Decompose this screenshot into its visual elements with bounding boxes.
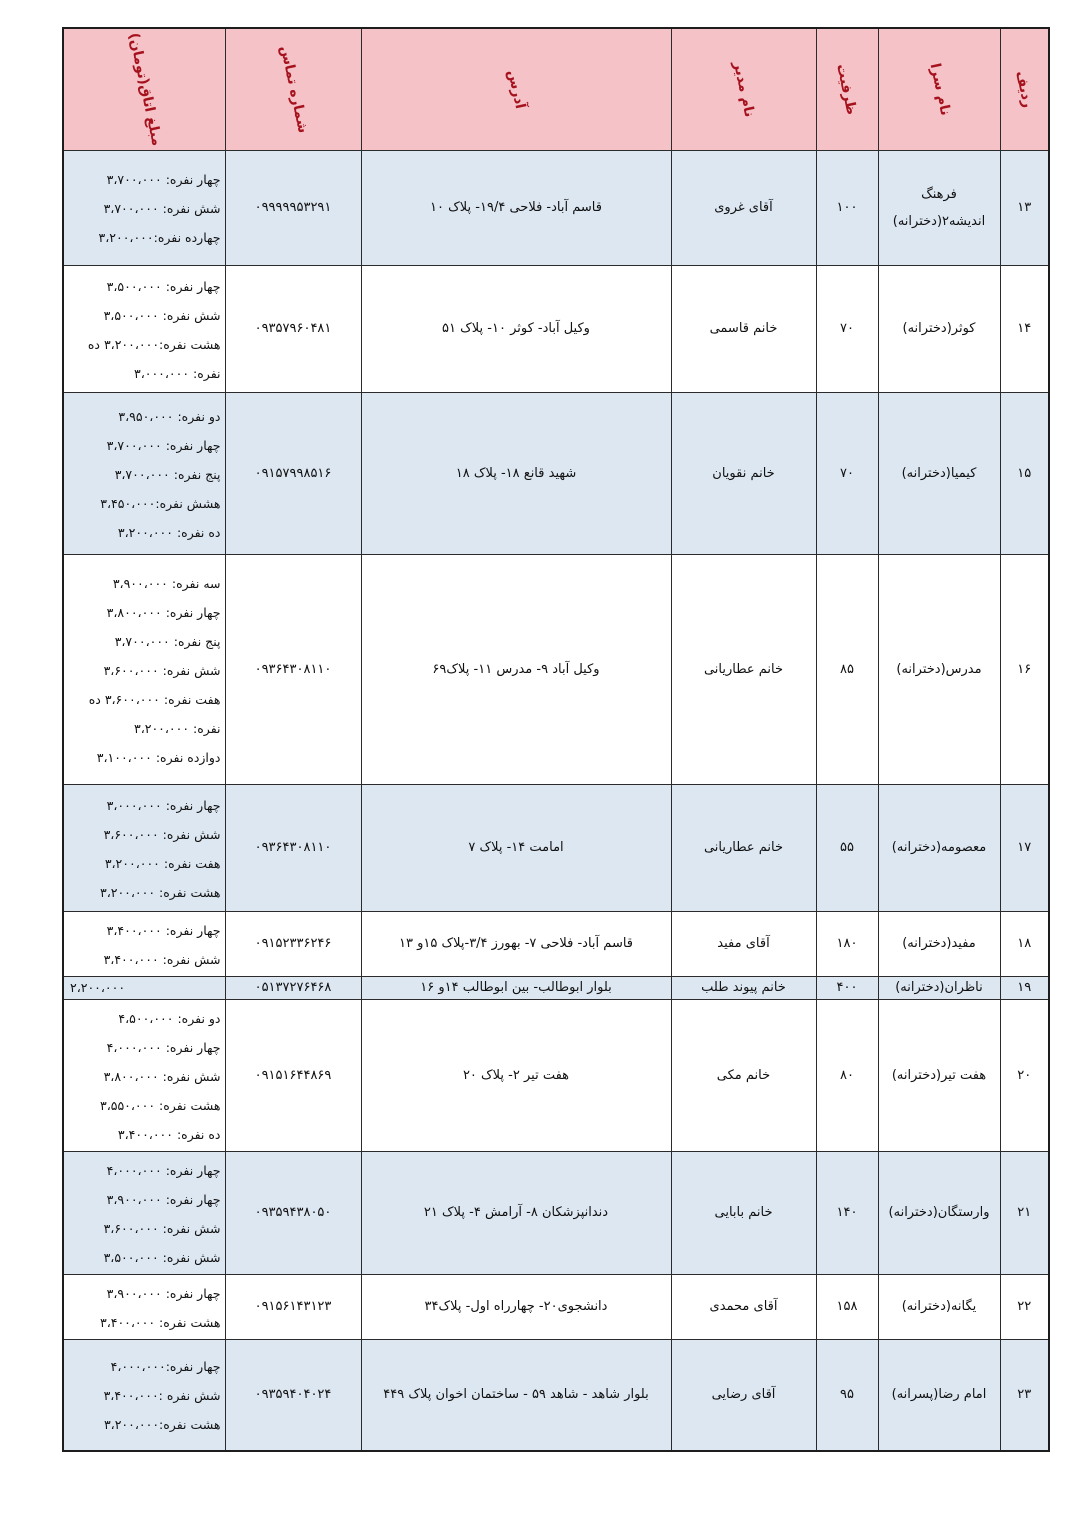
address-cell: شهید قانع ۱۸- پلاک ۱۸: [361, 392, 671, 554]
table-row: [63, 1151, 1049, 1274]
address-cell: بلوار شاهد - شاهد ۵۹ - ساختمان اخوان پلاک ۴۴۹: [361, 1339, 671, 1451]
dorm-name-cell: هفت تیر(دخترانه): [878, 999, 1000, 1151]
price-line: دوازده نفره: ۳،۱۰۰،۰۰۰: [96, 749, 221, 765]
manager-cell: آقای محمدی: [671, 1274, 816, 1339]
manager-cell: آقای مفید: [671, 911, 816, 976]
price-line: شش نفره: ۳،۶۰۰،۰۰۰: [103, 826, 221, 842]
dorm-name-cell: کوثر(دخترانه): [878, 265, 1000, 392]
price-line: شش نفره: ۳،۴۰۰،۰۰۰: [103, 951, 221, 967]
price-line: چهار نفره: ۳،۵۰۰،۰۰۰: [106, 278, 221, 294]
price-line: چهار نفره: ۴،۰۰۰،۰۰۰: [106, 1039, 221, 1055]
price-line: شش نفره: ۳،۷۰۰،۰۰۰: [103, 201, 221, 216]
header-phone: شماره تماس: [225, 28, 361, 150]
address-cell: قاسم آباد- فلاحی ۷- بهورز ۳/۴-پلاک ۱۵و ۱۳: [361, 911, 671, 976]
address-cell: هفت تیر ۲- پلاک ۲۰: [361, 999, 671, 1151]
price-line: هشش نفره:۳،۴۵۰،۰۰۰: [100, 495, 221, 511]
address-cell: قاسم آباد- فلاحی ۱۹/۴- پلاک ۱۰: [361, 150, 671, 265]
dorm-name-cell: معصومه(دخترانه): [878, 784, 1000, 911]
price-cell: [63, 999, 225, 1151]
phone-cell: ۰۹۳۵۹۴۰۴۰۲۴: [225, 1339, 361, 1451]
price-cell: [63, 784, 225, 911]
price-line: نفره: ۳،۰۰۰،۰۰۰: [133, 365, 221, 381]
address-cell: وکیل آباد ۹- مدرس ۱۱- پلاک۶۹: [361, 554, 671, 784]
manager-cell: خانم پیوند طلب: [671, 976, 816, 999]
phone-cell: ۰۹۳۶۴۳۰۸۱۱۰: [225, 554, 361, 784]
price-line: چهارده نفره:۳،۲۰۰،۰۰۰: [98, 230, 221, 245]
price-line: هفت نفره: ۳،۲۰۰،۰۰۰: [104, 855, 221, 871]
capacity-cell: ۷۰: [816, 392, 878, 554]
table-row: [63, 999, 1049, 1151]
table-row: [63, 976, 1049, 999]
dorm-name-cell: کیمیا(دخترانه): [878, 392, 1000, 554]
manager-cell: خانم بابایی: [671, 1151, 816, 1274]
manager-cell: خانم عطاریانی: [671, 554, 816, 784]
table-row: [63, 554, 1049, 784]
header-price: مبلغ اتاق(تومان): [63, 28, 225, 150]
price-cell: [63, 392, 225, 554]
price-line: شش نفره :۳،۴۰۰،۰۰۰: [103, 1388, 221, 1404]
address-cell: بلوار ابوطالب- بین ابوطالب ۱۴و ۱۶: [361, 976, 671, 999]
capacity-cell: ۵۵: [816, 784, 878, 911]
price-line: هشت نفره:۳،۲۰۰،۰۰۰: [103, 1417, 221, 1433]
price-line: شش نفره: ۳،۵۰۰،۰۰۰: [103, 307, 221, 323]
price-line: ده نفره: ۳،۲۰۰،۰۰۰: [117, 524, 221, 540]
row-number-cell: ۲۲: [1000, 1274, 1049, 1339]
capacity-cell: ۱۵۸: [816, 1274, 878, 1339]
row-number-cell: ۱۴: [1000, 265, 1049, 392]
capacity-cell: ۱۴۰: [816, 1151, 878, 1274]
header-capacity: ظرفیت: [816, 28, 878, 150]
address-cell: دانشجوی۲۰- چهارراه اول- پلاک۳۴: [361, 1274, 671, 1339]
phone-cell: ۰۹۱۵۶۱۴۳۱۲۳: [225, 1274, 361, 1339]
price-cell: [63, 976, 225, 999]
price-line: هشت نفره:۳،۲۰۰،۰۰۰ ده: [87, 336, 221, 352]
price-line: ده نفره: ۳،۴۰۰،۰۰۰: [117, 1126, 221, 1142]
address-cell: وکیل آباد- کوثر ۱۰- پلاک ۵۱: [361, 265, 671, 392]
capacity-cell: ۹۵: [816, 1339, 878, 1451]
row-number-cell: ۱۳: [1000, 150, 1049, 265]
phone-cell: ۰۹۹۹۹۹۵۳۲۹۱: [225, 150, 361, 265]
table-row: [63, 911, 1049, 976]
price-line: ۲،۲۰۰،۰۰۰: [70, 980, 126, 995]
table-row: [63, 392, 1049, 554]
dormitory-table: [62, 27, 1050, 1452]
price-cell: [63, 1339, 225, 1451]
price-line: هفت نفره: ۳،۶۰۰،۰۰۰ ده: [88, 691, 221, 707]
price-line: شش نفره: ۳،۸۰۰،۰۰۰: [103, 1068, 221, 1084]
manager-cell: آقای رضایی: [671, 1339, 816, 1451]
address-cell: امامت ۱۴- پلاک ۷: [361, 784, 671, 911]
price-cell: [63, 150, 225, 265]
header-row-no: ردیف: [1000, 28, 1049, 150]
manager-cell: خانم عطاریانی: [671, 784, 816, 911]
manager-cell: خانم مکی: [671, 999, 816, 1151]
table-row: [63, 150, 1049, 265]
dorm-name-cell: فرهنگ اندیشه۲(دخترانه): [878, 150, 1000, 265]
price-line: نفره: ۳،۲۰۰،۰۰۰: [133, 720, 221, 736]
price-line: چهار نفره: ۳،۹۰۰،۰۰۰: [106, 1285, 221, 1301]
price-line: هشت نفره: ۳،۲۰۰،۰۰۰: [99, 884, 221, 900]
row-number-cell: ۱۸: [1000, 911, 1049, 976]
row-number-cell: ۱۹: [1000, 976, 1049, 999]
price-line: هشت نفره: ۳،۵۵۰،۰۰۰: [99, 1097, 221, 1113]
phone-cell: ۰۵۱۳۷۲۷۶۴۶۸: [225, 976, 361, 999]
price-line: سه نفره: ۳،۹۰۰،۰۰۰: [112, 575, 221, 591]
capacity-cell: ۷۰: [816, 265, 878, 392]
phone-cell: ۰۹۳۵۹۴۳۸۰۵۰: [225, 1151, 361, 1274]
row-number-cell: ۲۰: [1000, 999, 1049, 1151]
price-line: چهار نفره: ۳،۷۰۰،۰۰۰: [106, 437, 221, 453]
table-row: [63, 1339, 1049, 1451]
price-cell: [63, 265, 225, 392]
price-line: چهار نفره: ۳،۷۰۰،۰۰۰: [106, 172, 221, 187]
price-line: دو نفره: ۴،۵۰۰،۰۰۰: [118, 1010, 221, 1026]
row-number-cell: ۱۶: [1000, 554, 1049, 784]
header-row: [63, 28, 1049, 150]
row-number-cell: ۲۱: [1000, 1151, 1049, 1274]
row-number-cell: ۱۵: [1000, 392, 1049, 554]
dorm-name-cell: ناظران(دخترانه): [878, 976, 1000, 999]
price-line: چهار نفره: ۳،۰۰۰،۰۰۰: [106, 797, 221, 813]
capacity-cell: ۴۰۰: [816, 976, 878, 999]
price-line: پنج نفره: ۳،۷۰۰،۰۰۰: [114, 633, 221, 649]
phone-cell: ۰۹۳۶۴۳۰۸۱۱۰: [225, 784, 361, 911]
header-manager: نام مدیر: [671, 28, 816, 150]
table-body: [63, 150, 1049, 1451]
table-row: [63, 1274, 1049, 1339]
price-line: چهار نفره: ۳،۴۰۰،۰۰۰: [106, 922, 221, 938]
capacity-cell: ۱۸۰: [816, 911, 878, 976]
dorm-name-cell: وارستگان(دخترانه): [878, 1151, 1000, 1274]
dormitory-table-sheet: [62, 27, 1048, 1452]
address-cell: دندانپزشکان ۸- آرامش ۴- پلاک ۲۱: [361, 1151, 671, 1274]
header-address: آدرس: [361, 28, 671, 150]
price-line: پنج نفره: ۳،۷۰۰،۰۰۰: [114, 466, 221, 482]
price-line: دو نفره: ۳،۹۵۰،۰۰۰: [118, 408, 221, 424]
table-row: [63, 784, 1049, 911]
price-line: چهار نفره: ۳،۹۰۰،۰۰۰: [106, 1191, 221, 1207]
dorm-name-cell: یگانه(دخترانه): [878, 1274, 1000, 1339]
price-line: چهار نفره:۴،۰۰۰،۰۰۰: [110, 1359, 221, 1375]
manager-cell: خانم نقویان: [671, 392, 816, 554]
price-line: هشت نفره: ۳،۴۰۰،۰۰۰: [99, 1314, 221, 1330]
dorm-name-cell: مدرس(دخترانه): [878, 554, 1000, 784]
capacity-cell: ۸۵: [816, 554, 878, 784]
price-cell: [63, 554, 225, 784]
manager-cell: خانم قاسمی: [671, 265, 816, 392]
price-cell: [63, 911, 225, 976]
price-line: شش نفره: ۳،۶۰۰،۰۰۰: [103, 1220, 221, 1236]
phone-cell: ۰۹۱۵۱۶۴۴۸۶۹: [225, 999, 361, 1151]
price-cell: [63, 1151, 225, 1274]
capacity-cell: ۸۰: [816, 999, 878, 1151]
price-cell: [63, 1274, 225, 1339]
dorm-name-cell: امام رضا(پسرانه): [878, 1339, 1000, 1451]
phone-cell: ۰۹۱۵۲۳۳۶۲۴۶: [225, 911, 361, 976]
row-number-cell: ۲۳: [1000, 1339, 1049, 1451]
price-line: شش نفره: ۳،۵۰۰،۰۰۰: [103, 1249, 221, 1265]
phone-cell: ۰۹۳۵۷۹۶۰۴۸۱: [225, 265, 361, 392]
manager-cell: آقای غروی: [671, 150, 816, 265]
row-number-cell: ۱۷: [1000, 784, 1049, 911]
table-row: [63, 265, 1049, 392]
capacity-cell: ۱۰۰: [816, 150, 878, 265]
header-name: نام سرا: [878, 28, 1000, 150]
price-line: چهار نفره: ۳،۸۰۰،۰۰۰: [106, 604, 221, 620]
phone-cell: ۰۹۱۵۷۹۹۸۵۱۶: [225, 392, 361, 554]
dorm-name-cell: مفید(دخترانه): [878, 911, 1000, 976]
price-line: چهار نفره: ۴،۰۰۰،۰۰۰: [106, 1162, 221, 1178]
price-line: شش نفره: ۳،۶۰۰،۰۰۰: [103, 662, 221, 678]
